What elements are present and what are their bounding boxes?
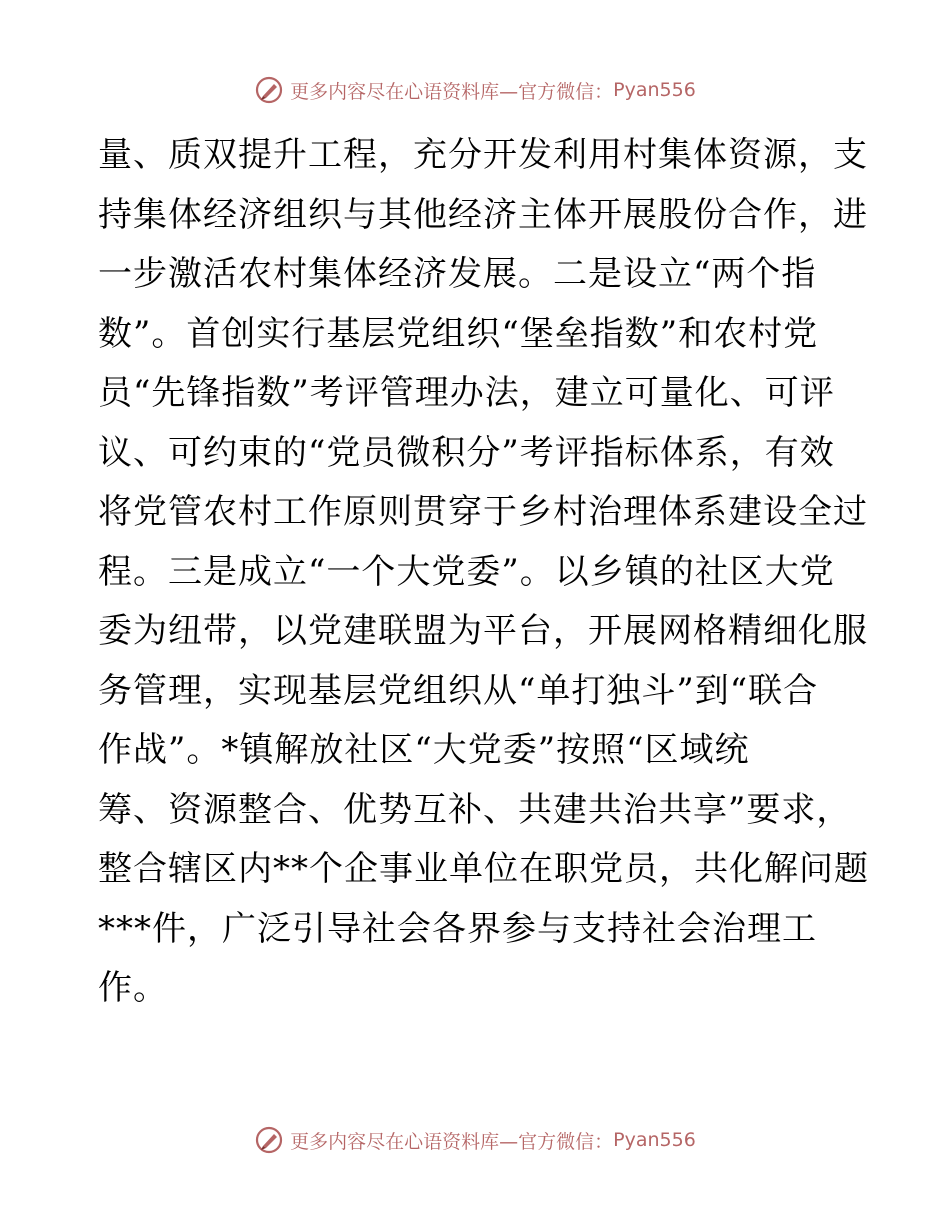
- body-line: ***件，广泛引导社会各界参与支持社会治理工: [98, 908, 817, 949]
- body-line: 作。: [98, 968, 168, 1008]
- body-line: 程。三是成立“一个大党委”。以乡镇的社区大党: [98, 551, 835, 592]
- pen-logo-icon: [254, 1125, 284, 1155]
- body-line: 务管理，实现基层党组织从“单打独斗”到“联合: [98, 670, 819, 711]
- body-line: 筹、资源整合、优势互补、共建共治共享”要求，: [98, 789, 852, 830]
- body-line: 将党管农村工作原则贯穿于乡村治理体系建设全过: [98, 492, 868, 532]
- body-line: 数”。首创实行基层党组织“堡垒指数”和农村党: [98, 313, 819, 354]
- watermark-text: 更多内容尽在心语资料库—官方微信：: [290, 80, 614, 103]
- footer-watermark: [0, 1120, 950, 1160]
- document-body: [98, 126, 869, 1019]
- header-watermark: [0, 70, 950, 110]
- body-line: 持集体经济组织与其他经济主体开展股份合作，进: [98, 194, 868, 235]
- body-line: 整合辖区内**个企事业单位在职党员，共化解问题: [98, 849, 869, 889]
- body-line: 量、质双提升工程，充分开发利用村集体资源，支: [98, 135, 868, 175]
- body-line: 委为纽带，以党建联盟为平台，开展网格精细化服: [98, 611, 868, 651]
- watermark-text: 更多内容尽在心语资料库—官方微信：: [290, 1130, 614, 1153]
- watermark-wechat-id: Pyan556: [613, 1129, 696, 1151]
- body-line: 作战”。*镇解放社区“大党委”按照“区域统: [98, 730, 750, 770]
- watermark-wechat-id: Pyan556: [613, 79, 696, 101]
- pen-logo-icon: [254, 75, 284, 105]
- body-line: 员“先锋指数”考评管理办法，建立可量化、可评: [98, 373, 835, 413]
- body-line: 议、可约束的“党员微积分”考评指标体系，有效: [98, 432, 835, 473]
- body-line: 一步激活农村集体经济发展。二是设立“两个指: [98, 254, 817, 294]
